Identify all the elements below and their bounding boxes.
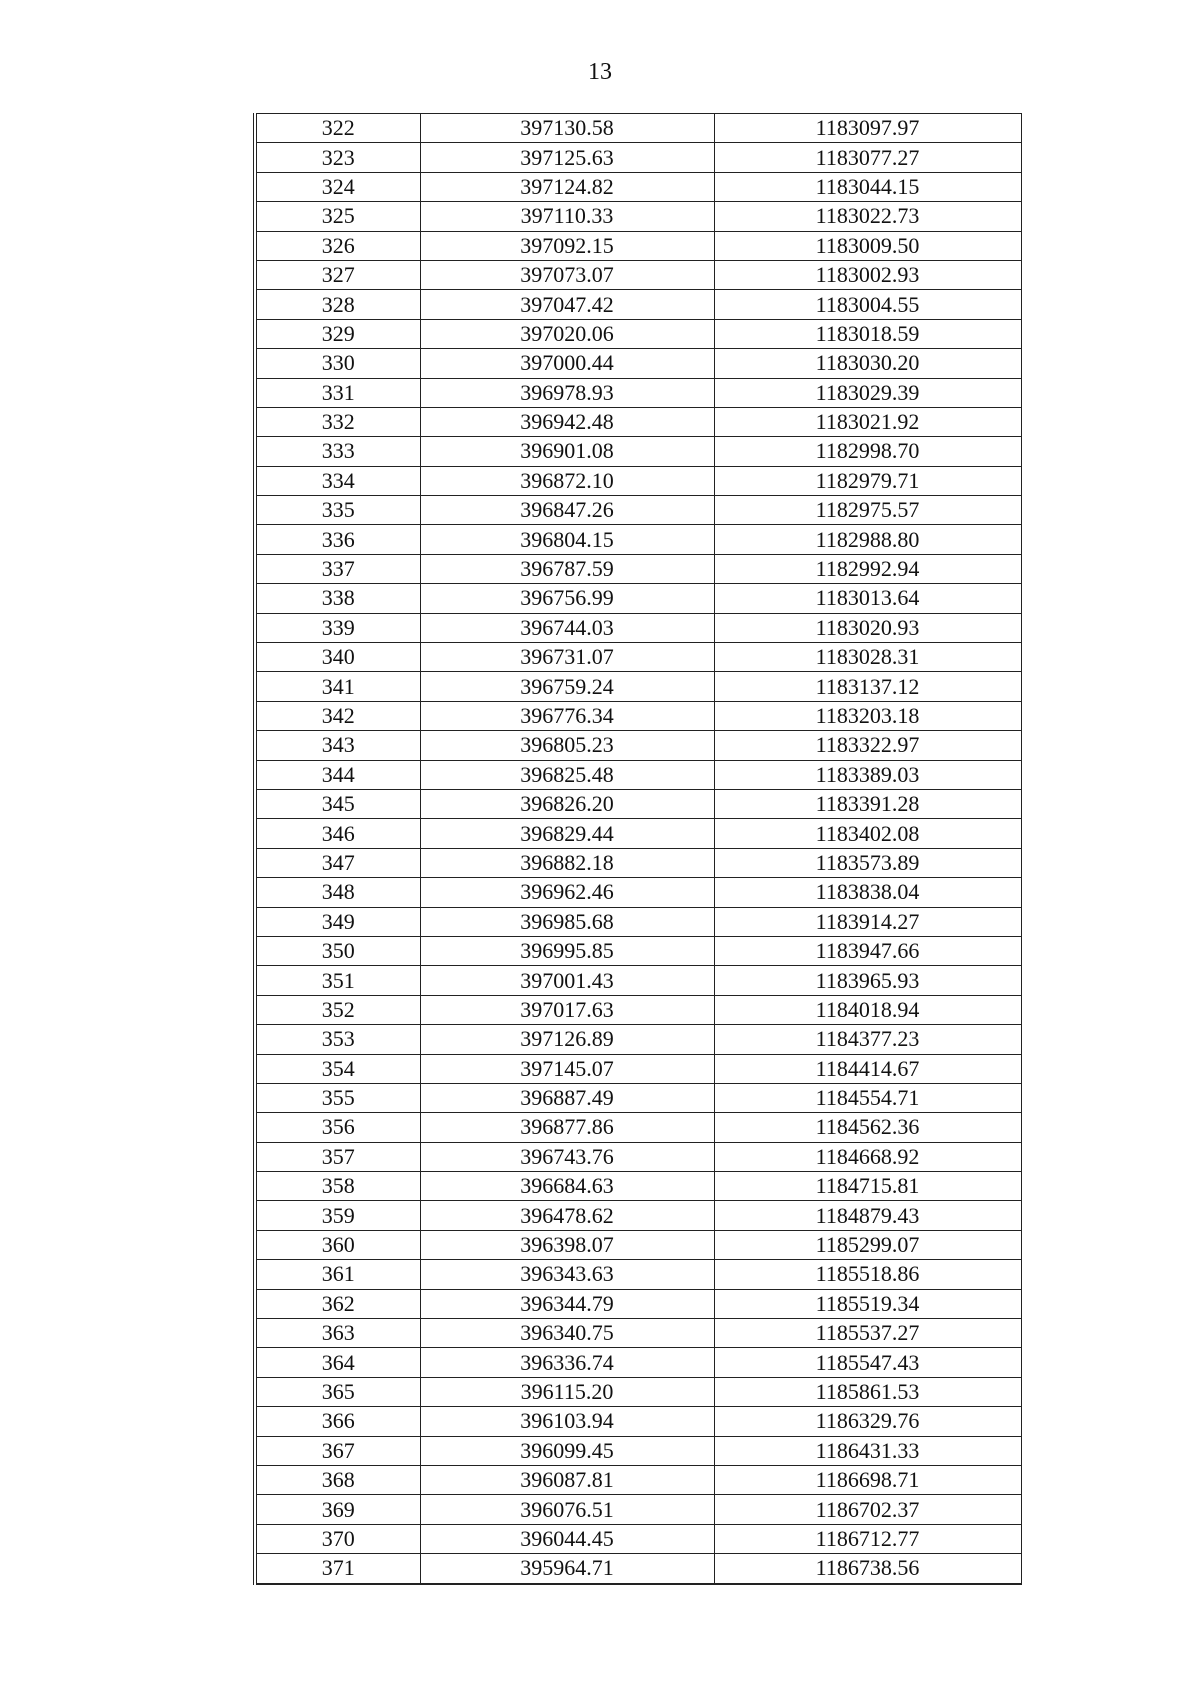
- table-row: [255, 643, 1021, 672]
- y-coordinate-cell: 1186712.77: [714, 1524, 1021, 1553]
- y-coordinate-cell: 1183389.03: [714, 760, 1021, 789]
- table-row: [255, 231, 1021, 260]
- table-row: [255, 172, 1021, 201]
- y-coordinate-cell: 1184377.23: [714, 1025, 1021, 1054]
- x-coordinate-cell: 396829.44: [420, 819, 714, 848]
- table-row: [255, 319, 1021, 348]
- table-row: [255, 1230, 1021, 1259]
- x-coordinate-cell: 396882.18: [420, 848, 714, 877]
- table-row: [255, 437, 1021, 466]
- table-row: [255, 1377, 1021, 1406]
- x-coordinate-cell: 396942.48: [420, 407, 714, 436]
- x-coordinate-cell: 397047.42: [420, 290, 714, 319]
- point-number-cell: 367: [255, 1436, 420, 1465]
- y-coordinate-cell: 1183573.89: [714, 848, 1021, 877]
- x-coordinate-cell: 397124.82: [420, 172, 714, 201]
- table-row: [255, 1319, 1021, 1348]
- point-number-cell: 336: [255, 525, 420, 554]
- point-number-cell: 328: [255, 290, 420, 319]
- y-coordinate-cell: 1186738.56: [714, 1554, 1021, 1584]
- table-row: [255, 731, 1021, 760]
- table-row: [255, 613, 1021, 642]
- x-coordinate-cell: 396985.68: [420, 907, 714, 936]
- y-coordinate-cell: 1183029.39: [714, 378, 1021, 407]
- y-coordinate-cell: 1183203.18: [714, 701, 1021, 730]
- point-number-cell: 322: [255, 114, 420, 143]
- x-coordinate-cell: 396978.93: [420, 378, 714, 407]
- point-number-cell: 334: [255, 466, 420, 495]
- x-coordinate-cell: 396076.51: [420, 1495, 714, 1524]
- y-coordinate-cell: 1183009.50: [714, 231, 1021, 260]
- y-coordinate-cell: 1183914.27: [714, 907, 1021, 936]
- table-row: [255, 1289, 1021, 1318]
- x-coordinate-cell: 396901.08: [420, 437, 714, 466]
- table-row: [255, 1465, 1021, 1494]
- x-coordinate-cell: 397145.07: [420, 1054, 714, 1083]
- y-coordinate-cell: 1185299.07: [714, 1230, 1021, 1259]
- point-number-cell: 345: [255, 789, 420, 818]
- table-row: [255, 848, 1021, 877]
- point-number-cell: 329: [255, 319, 420, 348]
- x-coordinate-cell: 396684.63: [420, 1172, 714, 1201]
- table-row: [255, 290, 1021, 319]
- y-coordinate-cell: 1182992.94: [714, 554, 1021, 583]
- table-row: [255, 378, 1021, 407]
- table-row: [255, 966, 1021, 995]
- x-coordinate-cell: 396787.59: [420, 554, 714, 583]
- x-coordinate-cell: 396756.99: [420, 584, 714, 613]
- y-coordinate-cell: 1183391.28: [714, 789, 1021, 818]
- point-number-cell: 362: [255, 1289, 420, 1318]
- y-coordinate-cell: 1183013.64: [714, 584, 1021, 613]
- y-coordinate-cell: 1183044.15: [714, 172, 1021, 201]
- point-number-cell: 368: [255, 1465, 420, 1494]
- table-row: [255, 995, 1021, 1024]
- y-coordinate-cell: 1183077.27: [714, 143, 1021, 172]
- y-coordinate-cell: 1183322.97: [714, 731, 1021, 760]
- table-row: [255, 525, 1021, 554]
- point-number-cell: 366: [255, 1407, 420, 1436]
- x-coordinate-cell: 396887.49: [420, 1083, 714, 1112]
- table-row: [255, 819, 1021, 848]
- y-coordinate-cell: 1185861.53: [714, 1377, 1021, 1406]
- point-number-cell: 350: [255, 936, 420, 965]
- table-row: [255, 1054, 1021, 1083]
- point-number-cell: 361: [255, 1260, 420, 1289]
- y-coordinate-cell: 1183965.93: [714, 966, 1021, 995]
- table-row: [255, 114, 1021, 143]
- table-row: [255, 143, 1021, 172]
- point-number-cell: 351: [255, 966, 420, 995]
- x-coordinate-cell: 396872.10: [420, 466, 714, 495]
- y-coordinate-cell: 1183838.04: [714, 878, 1021, 907]
- point-number-cell: 364: [255, 1348, 420, 1377]
- y-coordinate-cell: 1183020.93: [714, 613, 1021, 642]
- point-number-cell: 360: [255, 1230, 420, 1259]
- x-coordinate-cell: 396743.76: [420, 1142, 714, 1171]
- table-row: [255, 407, 1021, 436]
- y-coordinate-cell: 1184414.67: [714, 1054, 1021, 1083]
- point-number-cell: 332: [255, 407, 420, 436]
- y-coordinate-cell: 1182998.70: [714, 437, 1021, 466]
- y-coordinate-cell: 1184715.81: [714, 1172, 1021, 1201]
- table-row: [255, 584, 1021, 613]
- y-coordinate-cell: 1183947.66: [714, 936, 1021, 965]
- y-coordinate-cell: 1183018.59: [714, 319, 1021, 348]
- point-number-cell: 365: [255, 1377, 420, 1406]
- table-row: [255, 701, 1021, 730]
- point-number-cell: 347: [255, 848, 420, 877]
- point-number-cell: 354: [255, 1054, 420, 1083]
- point-number-cell: 348: [255, 878, 420, 907]
- x-coordinate-cell: 396962.46: [420, 878, 714, 907]
- y-coordinate-cell: 1184554.71: [714, 1083, 1021, 1112]
- point-number-cell: 341: [255, 672, 420, 701]
- y-coordinate-cell: 1182979.71: [714, 466, 1021, 495]
- point-number-cell: 358: [255, 1172, 420, 1201]
- x-coordinate-cell: 396087.81: [420, 1465, 714, 1494]
- x-coordinate-cell: 396103.94: [420, 1407, 714, 1436]
- x-coordinate-cell: 396826.20: [420, 789, 714, 818]
- table-row: [255, 1348, 1021, 1377]
- x-coordinate-cell: 396478.62: [420, 1201, 714, 1230]
- x-coordinate-cell: 396995.85: [420, 936, 714, 965]
- point-number-cell: 370: [255, 1524, 420, 1553]
- y-coordinate-cell: 1184562.36: [714, 1113, 1021, 1142]
- x-coordinate-cell: 397017.63: [420, 995, 714, 1024]
- x-coordinate-cell: 396847.26: [420, 496, 714, 525]
- point-number-cell: 338: [255, 584, 420, 613]
- y-coordinate-cell: 1185519.34: [714, 1289, 1021, 1318]
- point-number-cell: 352: [255, 995, 420, 1024]
- y-coordinate-cell: 1183030.20: [714, 349, 1021, 378]
- table-row: [255, 349, 1021, 378]
- point-number-cell: 356: [255, 1113, 420, 1142]
- x-coordinate-cell: 397130.58: [420, 114, 714, 143]
- table-row: [255, 1113, 1021, 1142]
- x-coordinate-cell: 396731.07: [420, 643, 714, 672]
- y-coordinate-cell: 1183022.73: [714, 202, 1021, 231]
- table-row: [255, 1025, 1021, 1054]
- y-coordinate-cell: 1183004.55: [714, 290, 1021, 319]
- table-row: [255, 1524, 1021, 1553]
- y-coordinate-cell: 1186698.71: [714, 1465, 1021, 1494]
- x-coordinate-cell: 397001.43: [420, 966, 714, 995]
- table-row: [255, 789, 1021, 818]
- table-row: [255, 907, 1021, 936]
- y-coordinate-cell: 1186329.76: [714, 1407, 1021, 1436]
- x-coordinate-cell: 397125.63: [420, 143, 714, 172]
- point-number-cell: 326: [255, 231, 420, 260]
- y-coordinate-cell: 1182988.80: [714, 525, 1021, 554]
- y-coordinate-cell: 1185537.27: [714, 1319, 1021, 1348]
- y-coordinate-cell: 1183002.93: [714, 260, 1021, 289]
- table-row: [255, 554, 1021, 583]
- point-number-cell: 359: [255, 1201, 420, 1230]
- y-coordinate-cell: 1183137.12: [714, 672, 1021, 701]
- x-coordinate-cell: 396877.86: [420, 1113, 714, 1142]
- x-coordinate-cell: 397020.06: [420, 319, 714, 348]
- table-row: [255, 496, 1021, 525]
- point-number-cell: 349: [255, 907, 420, 936]
- y-coordinate-cell: 1183097.97: [714, 114, 1021, 143]
- point-number-cell: 342: [255, 701, 420, 730]
- table-row: [255, 1495, 1021, 1524]
- x-coordinate-cell: 396804.15: [420, 525, 714, 554]
- point-number-cell: 346: [255, 819, 420, 848]
- x-coordinate-cell: 396825.48: [420, 760, 714, 789]
- y-coordinate-cell: 1185518.86: [714, 1260, 1021, 1289]
- y-coordinate-cell: 1183028.31: [714, 643, 1021, 672]
- y-coordinate-cell: 1186431.33: [714, 1436, 1021, 1465]
- x-coordinate-cell: 396805.23: [420, 731, 714, 760]
- table-row: [255, 260, 1021, 289]
- point-number-cell: 333: [255, 437, 420, 466]
- x-coordinate-cell: 397110.33: [420, 202, 714, 231]
- x-coordinate-cell: 395964.71: [420, 1554, 714, 1584]
- x-coordinate-cell: 396099.45: [420, 1436, 714, 1465]
- point-number-cell: 355: [255, 1083, 420, 1112]
- point-number-cell: 343: [255, 731, 420, 760]
- table-row: [255, 202, 1021, 231]
- x-coordinate-cell: 396759.24: [420, 672, 714, 701]
- point-number-cell: 371: [255, 1554, 420, 1584]
- table-row: [255, 1554, 1021, 1584]
- x-coordinate-cell: 396115.20: [420, 1377, 714, 1406]
- y-coordinate-cell: 1184879.43: [714, 1201, 1021, 1230]
- x-coordinate-cell: 397092.15: [420, 231, 714, 260]
- point-number-cell: 335: [255, 496, 420, 525]
- point-number-cell: 363: [255, 1319, 420, 1348]
- y-coordinate-cell: 1186702.37: [714, 1495, 1021, 1524]
- point-number-cell: 369: [255, 1495, 420, 1524]
- x-coordinate-cell: 397073.07: [420, 260, 714, 289]
- table-row: [255, 1083, 1021, 1112]
- y-coordinate-cell: 1184668.92: [714, 1142, 1021, 1171]
- point-number-cell: 331: [255, 378, 420, 407]
- point-number-cell: 324: [255, 172, 420, 201]
- x-coordinate-cell: 396044.45: [420, 1524, 714, 1553]
- point-number-cell: 325: [255, 202, 420, 231]
- y-coordinate-cell: 1184018.94: [714, 995, 1021, 1024]
- point-number-cell: 357: [255, 1142, 420, 1171]
- point-number-cell: 327: [255, 260, 420, 289]
- x-coordinate-cell: 397126.89: [420, 1025, 714, 1054]
- x-coordinate-cell: 396343.63: [420, 1260, 714, 1289]
- table-row: [255, 1172, 1021, 1201]
- point-number-cell: 353: [255, 1025, 420, 1054]
- x-coordinate-cell: 396776.34: [420, 701, 714, 730]
- point-number-cell: 339: [255, 613, 420, 642]
- x-coordinate-cell: 396336.74: [420, 1348, 714, 1377]
- point-number-cell: 330: [255, 349, 420, 378]
- point-number-cell: 323: [255, 143, 420, 172]
- table-body: [255, 114, 1021, 1584]
- point-number-cell: 340: [255, 643, 420, 672]
- table-row: [255, 672, 1021, 701]
- y-coordinate-cell: 1183402.08: [714, 819, 1021, 848]
- y-coordinate-cell: 1185547.43: [714, 1348, 1021, 1377]
- table-row: [255, 1407, 1021, 1436]
- point-number-cell: 337: [255, 554, 420, 583]
- table-row: [255, 878, 1021, 907]
- table-row: [255, 760, 1021, 789]
- x-coordinate-cell: 396744.03: [420, 613, 714, 642]
- table-row: [255, 1142, 1021, 1171]
- coordinates-table: [253, 113, 1022, 1585]
- page-number: 13: [588, 59, 612, 85]
- y-coordinate-cell: 1183021.92: [714, 407, 1021, 436]
- table-row: [255, 1436, 1021, 1465]
- x-coordinate-cell: 396340.75: [420, 1319, 714, 1348]
- x-coordinate-cell: 396344.79: [420, 1289, 714, 1318]
- table-row: [255, 1201, 1021, 1230]
- table-row: [255, 936, 1021, 965]
- point-number-cell: 344: [255, 760, 420, 789]
- table-row: [255, 1260, 1021, 1289]
- x-coordinate-cell: 396398.07: [420, 1230, 714, 1259]
- table-row: [255, 466, 1021, 495]
- y-coordinate-cell: 1182975.57: [714, 496, 1021, 525]
- x-coordinate-cell: 397000.44: [420, 349, 714, 378]
